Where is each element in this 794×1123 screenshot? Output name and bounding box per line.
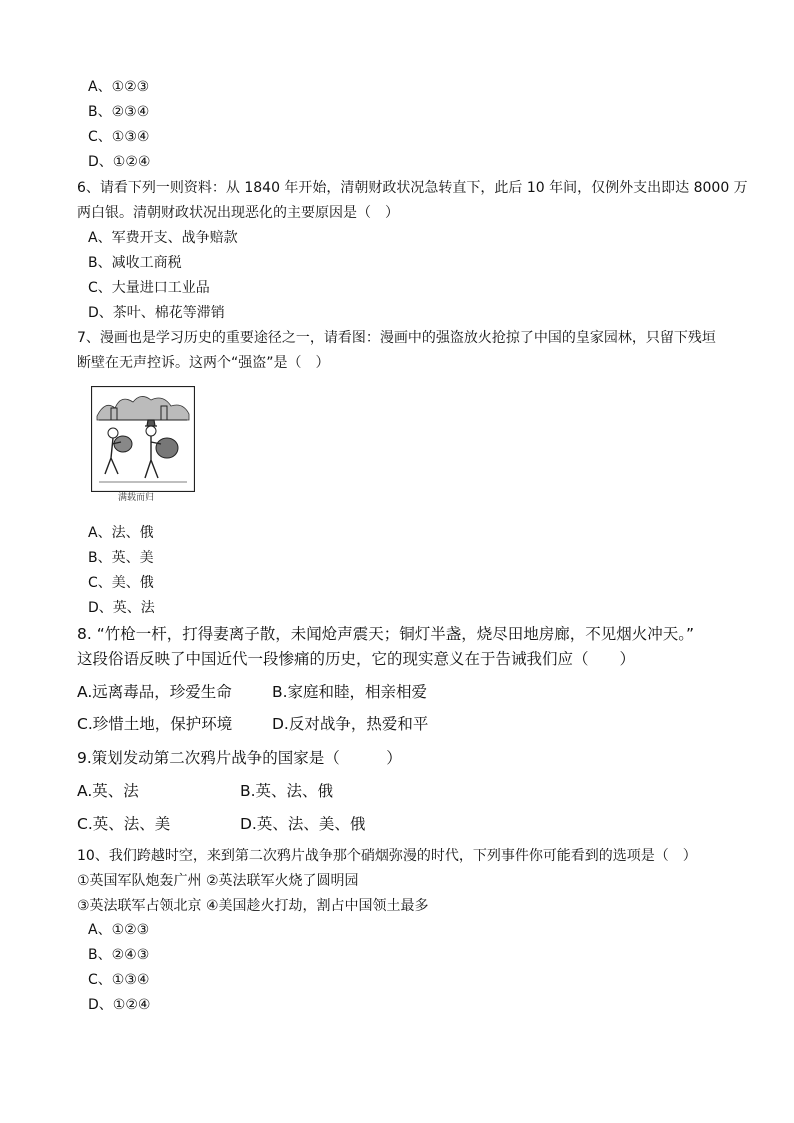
q10-option-b: B、②④③ — [88, 947, 150, 963]
q8-stem-line2: 这段俗语反映了中国近代一段惨痛的历史，它的现实意义在于告诫我们应（ ） — [77, 650, 636, 668]
q9-row1 — [77, 781, 334, 801]
cartoon-image — [91, 386, 195, 492]
q10-events-line1: ①英国军队炮轰广州 ②英法联军火烧了圆明园 — [77, 873, 359, 889]
q8-row2 — [77, 714, 429, 734]
q10-option-c: C、①③④ — [88, 972, 150, 988]
q9-option-d: D.英、法、美、俄 — [240, 815, 366, 833]
q5-option-d: D、①②④ — [88, 154, 151, 170]
q7-option-b: B、英、美 — [88, 550, 154, 566]
q8-option-a: A.远离毒品，珍爱生命 — [77, 683, 232, 701]
q8-option-b: B.家庭和睦，相亲相爱 — [272, 683, 428, 701]
q6-option-b: B、减收工商税 — [88, 255, 182, 271]
q10-stem: 10、我们跨越时空，来到第二次鸦片战争那个硝烟弥漫的时代，下列事件你可能看到的选项是（ ） — [77, 848, 697, 864]
q9-row2 — [77, 814, 366, 834]
q10-events-line2: ③英法联军占领北京 ④美国趁火打劫，割占中国领土最多 — [77, 898, 429, 914]
q6-stem-line2: 两白银。清朝财政状况出现恶化的主要原因是（ ） — [77, 205, 399, 221]
q10-option-d: D、①②④ — [88, 997, 151, 1013]
cartoon-caption: 满载而归 — [118, 493, 155, 503]
q7-option-d: D、英、法 — [88, 600, 155, 616]
q6-option-d: D、茶叶、棉花等滞销 — [88, 305, 225, 321]
q9-option-a: A.英、法 — [77, 782, 139, 800]
q8-option-c: C.珍惜土地，保护环境 — [77, 715, 233, 733]
q10-option-a: A、①②③ — [88, 922, 150, 938]
q8-stem-line1: 8. “竹枪一杆，打得妻离子散，未闻炝声震天；铜灯半盏，烧尽田地房廊，不见烟火冲天。” — [77, 625, 695, 643]
q6-option-c: C、大量进口工业品 — [88, 280, 210, 296]
q7-stem-line1: 7、漫画也是学习历史的重要途径之一，请看图：漫画中的强盗放火抢掠了中国的皇家园林，只留下残垣 — [77, 330, 716, 346]
q5-option-c: C、①③④ — [88, 129, 150, 145]
q7-option-c: C、美、俄 — [88, 575, 154, 591]
q8-row1 — [77, 682, 428, 702]
q9-stem: 9.策划发动第二次鸦片战争的国家是（ ） — [77, 749, 402, 767]
q5-option-a: A、①②③ — [88, 79, 150, 95]
q7-stem-line2: 断壁在无声控诉。这两个“强盗”是（ ） — [77, 355, 330, 371]
q5-option-b: B、②③④ — [88, 104, 150, 120]
q6-option-a: A、军费开支、战争赔款 — [88, 230, 238, 246]
q9-option-c: C.英、法、美 — [77, 815, 171, 833]
q9-option-b: B.英、法、俄 — [240, 782, 334, 800]
q6-stem-line1: 6、请看下列一则资料：从 1840 年开始，清朝财政状况急转直下，此后 10 年间，仅例外支出即达 8000 万 — [77, 180, 748, 196]
q7-option-a: A、法、俄 — [88, 525, 154, 541]
q8-option-d: D.反对战争，热爱和平 — [272, 715, 429, 733]
